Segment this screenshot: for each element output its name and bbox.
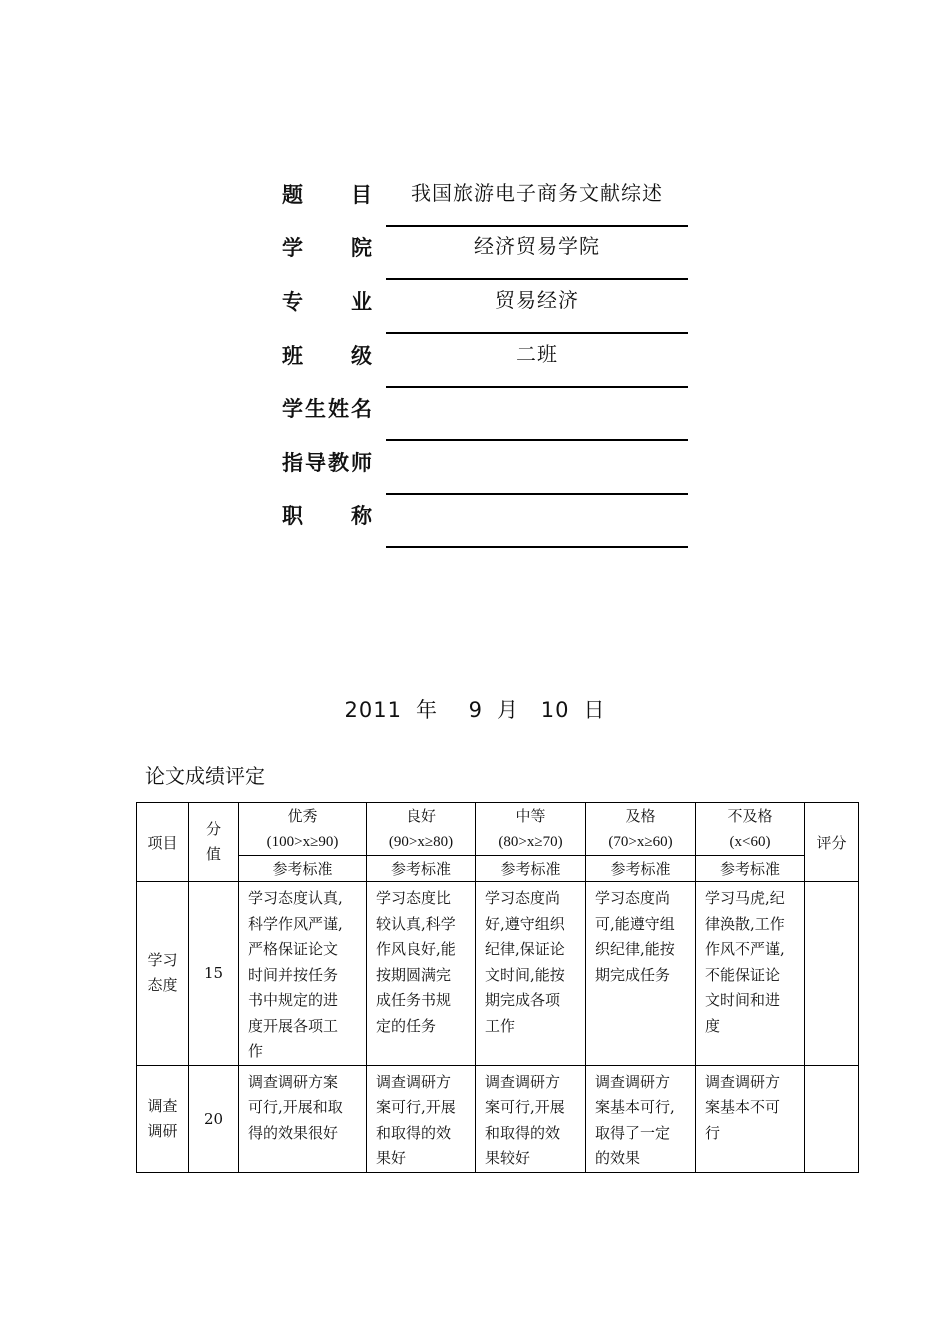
cover-field-label: 班级 [282, 344, 372, 368]
cover-field-underline [386, 546, 688, 548]
cover-row [282, 280, 692, 334]
level-range: (80>x≥70) [498, 834, 563, 850]
cover-row [282, 387, 692, 441]
criterion-line: 得的效果很好 [248, 1123, 339, 1142]
table-header-row [137, 803, 859, 856]
criterion-line: 可,能遵守组 [595, 914, 675, 933]
criterion-line: 律涣散,工作 [705, 914, 785, 933]
criterion-line: 作风不严谨, [705, 940, 785, 958]
cover-field-label: 题目 [282, 183, 372, 207]
header-level [476, 803, 586, 856]
level-name: 优秀 [287, 807, 318, 825]
level-range: (70>x≥60) [608, 834, 673, 850]
criterion-line: 调查调研方 [595, 1072, 671, 1091]
criterion-line: 案基本可行, [595, 1098, 675, 1116]
criterion-line: 果较好 [485, 1149, 531, 1167]
row-score: 20 [189, 1065, 239, 1172]
header-rating: 评分 [805, 803, 859, 882]
grading-table [136, 802, 859, 1173]
header-score-line2: 值 [205, 845, 221, 863]
row-item [137, 882, 189, 1066]
header-score-line1: 分 [205, 820, 221, 838]
criterion-line: 成任务书规 [376, 991, 452, 1009]
level-range: (90>x≥80) [388, 834, 454, 850]
date-year: 2011 [344, 698, 402, 722]
criterion-line: 的效果 [595, 1149, 641, 1167]
criterion-line: 定的任务 [376, 1016, 437, 1035]
cover-field-value: 我国旅游电子商务文献综述 [411, 181, 663, 205]
criterion-line: 作风良好,能 [376, 940, 456, 958]
grading-title: 论文成绩评定 [145, 764, 265, 788]
cover-field-label: 指导教师 [282, 451, 372, 475]
row-criterion [476, 1065, 586, 1172]
row-criterion [239, 1065, 367, 1172]
date-month-unit: 月 [497, 698, 520, 722]
header-level [239, 803, 367, 856]
criterion-line: 书中规定的进 [248, 991, 339, 1009]
level-range: (100>x≥90) [266, 834, 339, 850]
level-name: 良好 [405, 807, 436, 825]
header-item: 项目 [137, 803, 189, 882]
criterion-line: 好,遵守组织 [485, 914, 565, 933]
cover-field-label: 学生姓名 [282, 397, 372, 421]
row-rating-cell [805, 882, 859, 1066]
criterion-line: 学习态度尚 [485, 889, 561, 907]
criterion-line: 期完成各项 [485, 991, 561, 1009]
criterion-line: 作 [248, 1042, 264, 1060]
criterion-line: 案可行,开展 [376, 1098, 456, 1116]
cover-field-value: 贸易经济 [495, 288, 579, 312]
criterion-line: 和取得的效 [376, 1123, 452, 1142]
cover-row [282, 334, 692, 388]
row-criterion [696, 882, 805, 1066]
criterion-line: 案可行,开展 [485, 1098, 565, 1116]
criterion-line: 学习马虎,纪 [705, 889, 785, 907]
criterion-line: 织纪律,能按 [595, 940, 675, 958]
criterion-line: 工作 [485, 1016, 516, 1035]
criterion-line: 学习态度认真, [248, 889, 343, 907]
date-day: 10 [540, 698, 570, 722]
criterion-line: 可行,开展和取 [248, 1098, 343, 1116]
criterion-line: 调查调研方 [376, 1072, 452, 1091]
header-reference: 参考标准 [239, 856, 367, 882]
cover-row [282, 494, 692, 548]
date-year-unit: 年 [415, 698, 438, 722]
criterion-line: 纪律,保证论 [485, 940, 565, 958]
header-reference: 参考标准 [367, 856, 476, 882]
date-month: 9 [468, 698, 484, 722]
date-day-unit: 日 [583, 698, 606, 722]
criterion-line: 按期圆满完 [376, 965, 452, 984]
row-criterion [586, 882, 696, 1066]
criterion-line: 果好 [376, 1149, 407, 1167]
row-score: 15 [189, 882, 239, 1066]
cover-field-label: 职称 [282, 504, 372, 528]
row-criterion [367, 882, 476, 1066]
criterion-line: 和取得的效 [485, 1123, 561, 1142]
criterion-line: 时间并按任务 [248, 965, 339, 984]
header-level [367, 803, 476, 856]
criterion-line: 严格保证论文 [248, 940, 339, 958]
criterion-line: 取得了一定 [595, 1123, 671, 1142]
criterion-line: 度 [705, 1016, 721, 1035]
cover-field-value: 经济贸易学院 [474, 234, 600, 258]
row-item-line2: 调研 [147, 1121, 178, 1140]
criterion-line: 科学作风严谨, [248, 914, 343, 933]
criterion-line: 学习态度尚 [595, 889, 671, 907]
row-item-line1: 学习 [147, 951, 178, 970]
cover-field-label: 专业 [282, 290, 372, 314]
cover-field-value: 二班 [516, 342, 558, 366]
criterion-line: 学习态度比 [376, 889, 452, 907]
row-criterion [586, 1065, 696, 1172]
criterion-line: 期完成任务 [595, 965, 671, 984]
criterion-line: 度开展各项工 [248, 1016, 339, 1035]
row-item-line1: 调查 [147, 1096, 178, 1115]
row-item [137, 1065, 189, 1172]
criterion-line: 不能保证论 [705, 965, 781, 984]
criterion-line: 案基本不可 [705, 1098, 781, 1116]
table-row [137, 1065, 859, 1172]
row-criterion [696, 1065, 805, 1172]
row-item-line2: 态度 [147, 976, 178, 995]
row-criterion [367, 1065, 476, 1172]
table-subheader-row [137, 856, 859, 882]
header-level [696, 803, 805, 856]
row-rating-cell [805, 1065, 859, 1172]
header-score [189, 803, 239, 882]
header-level [586, 803, 696, 856]
criterion-line: 调查调研方案 [248, 1072, 339, 1091]
header-reference: 参考标准 [696, 856, 805, 882]
header-reference: 参考标准 [476, 856, 586, 882]
header-reference: 参考标准 [586, 856, 696, 882]
date-line [0, 694, 950, 724]
level-name: 及格 [625, 807, 656, 825]
criterion-line: 调查调研方 [485, 1072, 561, 1091]
criterion-line: 较认真,科学 [376, 914, 456, 933]
criterion-line: 文时间,能按 [485, 965, 565, 984]
table-row [137, 882, 859, 1066]
level-name: 中等 [515, 807, 546, 825]
criterion-line: 调查调研方 [705, 1072, 781, 1091]
cover-row [282, 226, 692, 280]
row-criterion [476, 882, 586, 1066]
cover-row [282, 441, 692, 495]
level-range: (x<60) [729, 834, 771, 850]
cover-field-label: 学院 [282, 236, 372, 260]
row-criterion [239, 882, 367, 1066]
level-name: 不及格 [727, 807, 773, 825]
cover-row [282, 163, 692, 217]
criterion-line: 行 [705, 1123, 721, 1142]
criterion-line: 文时间和进 [705, 991, 781, 1009]
